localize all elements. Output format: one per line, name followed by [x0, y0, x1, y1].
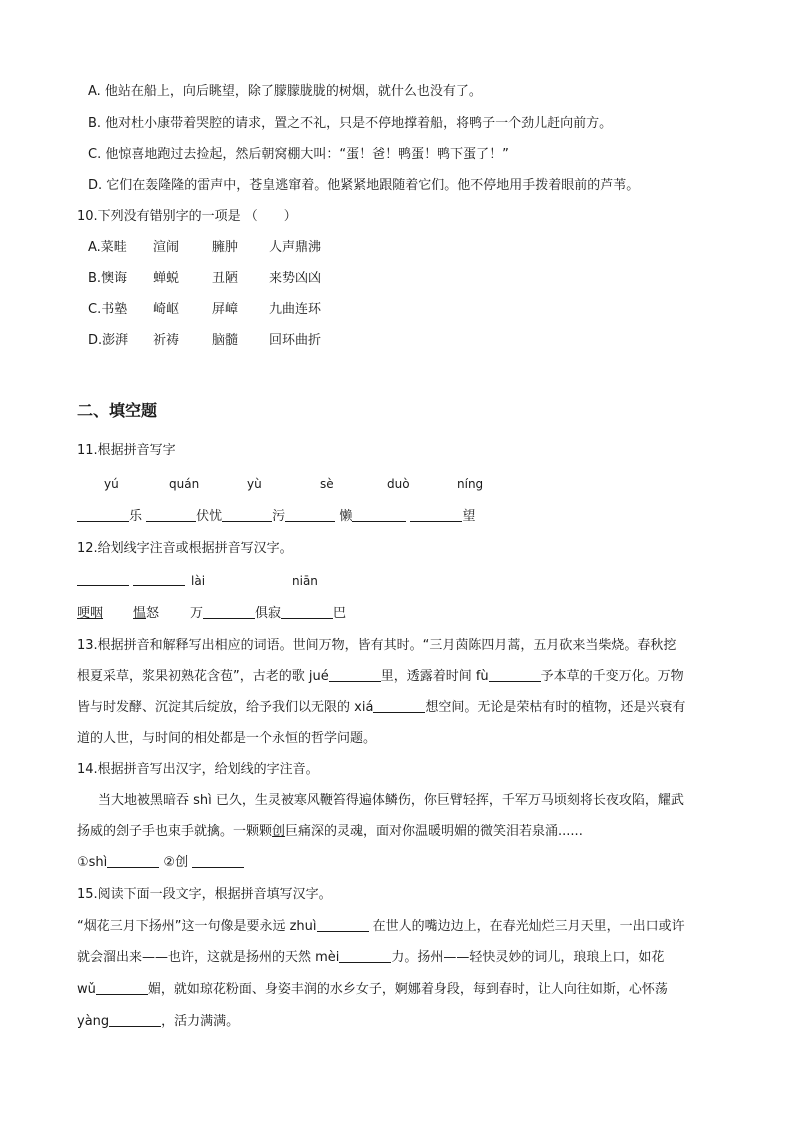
q13-line-4: 道的人世，与时间的相处都是一个永恒的哲学问题。 — [77, 731, 377, 746]
q10-b-word3: 丑陋 — [212, 271, 239, 286]
q11-stem: 11.根据拼音写字 — [77, 443, 176, 458]
q15-blank-4[interactable] — [109, 1012, 161, 1027]
q11-char-2: 伏忧 — [196, 509, 223, 524]
section-heading: 二、填空题 — [77, 401, 158, 420]
q10-a-word3: 臃肿 — [212, 240, 239, 255]
q12-blank-4[interactable] — [281, 604, 333, 619]
q13-blank-2[interactable] — [489, 667, 541, 682]
q10-b-word2: 蝉蜕 — [153, 271, 180, 286]
q10-b-word4: 来势凶凶 — [269, 271, 322, 286]
q9-option-a: A. 他站在船上，向后眺望，除了朦朦胧胧的树烟，就什么也没有了。 — [88, 84, 482, 99]
q9-option-c: C. 他惊喜地跑过去捡起，然后朝窝棚大叫：“蛋！爸！鸭蛋！鸭下蛋了！” — [88, 147, 509, 162]
q11-char-4: 懒 — [339, 509, 353, 524]
q10-option-b — [0, 269, 321, 289]
q14-blank-2[interactable] — [192, 853, 244, 868]
q11-blank-6[interactable] — [410, 507, 462, 522]
q15-line-2: 就会溜出来——也许，这就是扬州的天然 mèi 力。扬州——轻快灵妙的词儿，琅琅上口，如花 — [77, 950, 665, 965]
q12-blank-1[interactable] — [77, 571, 129, 586]
q10-stem: 10.下列没有错别字的一项是 （ ） — [77, 209, 297, 224]
q11-pinyin-5: duò — [387, 477, 410, 491]
q15-blank-1[interactable] — [317, 917, 369, 932]
q11-char-1: 乐 — [129, 509, 143, 524]
q14-line-1: 当大地被黑暗吞 shì 已久，生灵被寒风鞭笞得遍体鳞伤，你巨臂轻挥，千军万马顷刻将长夜攻陷，耀武 — [98, 793, 684, 808]
q12-word-3: 万 俱寂 巴 — [190, 606, 347, 621]
q15-line-4: yàng ，活力满满。 — [77, 1014, 240, 1029]
q10-c-word4: 九曲连环 — [269, 302, 322, 317]
q10-c-label: C.书塾 — [88, 302, 128, 317]
q10-d-word2: 祈祷 — [153, 333, 180, 348]
q10-d-word3: 脑髓 — [212, 333, 239, 348]
q15-line-3: wǔ 媚，就如琼花粉面、身姿丰润的水乡女子，婀娜着身段，每到春时，让人向往如斯，心怀荡 — [77, 982, 668, 997]
q11-blank-1[interactable] — [77, 507, 129, 522]
q12-blank-2[interactable] — [133, 571, 185, 586]
q11-pinyin-1: yú — [104, 477, 119, 491]
q10-c-word2: 崎岖 — [153, 302, 180, 317]
q10-d-word4: 回环曲折 — [269, 333, 322, 348]
q11-char-3: 污 — [272, 509, 286, 524]
q10-a-label: A.菜畦 — [88, 240, 127, 255]
q13-blank-3[interactable] — [373, 698, 425, 713]
q11-answer-row — [0, 507, 476, 527]
q14-answers: ①shì ②创 — [0, 853, 244, 873]
q10-c-word3: 屏嶂 — [212, 302, 239, 317]
q14-line-2: 扬威的刽子手也束手就擒。一颗颗创巨痛深的灵魂，面对你温暖明媚的微笑泪若泉涌...... — [77, 824, 583, 839]
q9-option-b: B. 他对杜小康带着哭腔的请求，置之不礼，只是不停地撑着船，将鸭子一个劲儿赶向前方。 — [88, 116, 613, 131]
q11-blank-2[interactable] — [146, 507, 196, 522]
q10-d-label: D.澎湃 — [88, 333, 129, 348]
q13-line-3: 皆与时发酵、沉淀其后绽放，给予我们以无限的 xiá 想空间。无论是荣枯有时的植物，还是兴衰有 — [77, 700, 686, 715]
q15-stem: 15.阅读下面一段文字，根据拼音填写汉字。 — [77, 887, 332, 902]
q15-blank-2[interactable] — [339, 948, 391, 963]
q11-pinyin-2: quán — [169, 477, 200, 491]
q11-pinyin-3: yù — [247, 477, 262, 491]
q12-blank-3[interactable] — [203, 604, 255, 619]
q14-stem: 14.根据拼音写出汉字，给划线的字注音。 — [77, 762, 319, 777]
q13-line-2: 根夏采草，浆果初熟花含苞”，古老的歌 jué 里，透露着时间 fù 予本草的千变万化。万物 — [77, 669, 684, 684]
q11-pinyin-6: níng — [457, 477, 484, 491]
q15-blank-3[interactable] — [96, 980, 148, 995]
q10-b-label: B.懊诲 — [88, 271, 128, 286]
q12-stem: 12.给划线字注音或根据拼音写汉字。 — [77, 541, 293, 556]
q12-word-1: 哽咽 — [77, 606, 104, 621]
q15-line-1: “烟花三月下扬州”这一句像是要永远 zhuì 在世人的嘴边边上，在春光灿烂三月天里，一出口或许 — [77, 919, 685, 934]
q11-blank-5[interactable] — [352, 507, 406, 522]
q12-pinyin-1: lài — [191, 574, 206, 588]
q12-word-2: 愠怒 — [133, 606, 160, 621]
q14-blank-1[interactable] — [107, 853, 159, 868]
q10-option-c — [0, 300, 321, 320]
q11-blank-3[interactable] — [222, 507, 272, 522]
q12-pinyin-row — [0, 571, 318, 591]
q12-pinyin-2: niān — [292, 574, 318, 588]
q10-a-word2: 渲闹 — [153, 240, 180, 255]
q11-char-5: 望 — [462, 509, 476, 524]
q10-option-a — [0, 238, 321, 258]
q11-pinyin-4: sè — [320, 477, 334, 491]
q13-line-1: 13.根据拼音和解释写出相应的词语。世间万物，皆有其时。“三月茵陈四月蒿，五月砍来当柴烧。春秋挖 — [77, 638, 677, 653]
q11-blank-4[interactable] — [285, 507, 335, 522]
q13-blank-1[interactable] — [329, 667, 381, 682]
q9-option-d: D. 它们在轰隆隆的雷声中，苍皇逃窜着。他紧紧地跟随着它们。他不停地用手拨着眼前的芦苇。 — [88, 178, 640, 193]
q10-a-word4: 人声鼎沸 — [269, 240, 322, 255]
q10-option-d — [0, 331, 321, 351]
